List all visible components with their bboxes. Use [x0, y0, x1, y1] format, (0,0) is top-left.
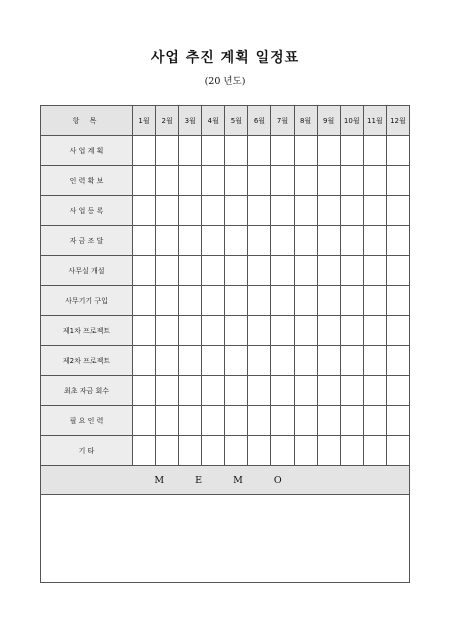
schedule-cell[interactable]	[225, 166, 248, 196]
schedule-cell[interactable]	[294, 136, 317, 166]
schedule-cell[interactable]	[386, 226, 409, 256]
schedule-cell[interactable]	[179, 346, 202, 376]
schedule-cell[interactable]	[179, 196, 202, 226]
schedule-cell[interactable]	[179, 256, 202, 286]
schedule-cell[interactable]	[248, 196, 271, 226]
schedule-cell[interactable]	[133, 136, 156, 166]
row-label: 인 력 확 보	[41, 166, 133, 196]
schedule-cell[interactable]	[133, 346, 156, 376]
schedule-cell[interactable]	[225, 346, 248, 376]
row-label: 사무실 개설	[41, 256, 133, 286]
row-label: 최초 자금 회수	[41, 376, 133, 406]
schedule-cell[interactable]	[363, 226, 386, 256]
schedule-cell[interactable]	[363, 406, 386, 436]
schedule-cell[interactable]	[363, 136, 386, 166]
schedule-cell[interactable]	[386, 196, 409, 226]
memo-section	[41, 466, 410, 583]
schedule-cell[interactable]	[271, 346, 294, 376]
schedule-cell[interactable]	[386, 346, 409, 376]
schedule-cell[interactable]	[294, 346, 317, 376]
schedule-cell[interactable]	[294, 376, 317, 406]
schedule-table	[40, 105, 410, 583]
schedule-cell[interactable]	[363, 316, 386, 346]
schedule-cell[interactable]	[133, 166, 156, 196]
schedule-cell[interactable]	[225, 196, 248, 226]
row-label: 사무기기 구입	[41, 286, 133, 316]
schedule-cell[interactable]	[363, 346, 386, 376]
schedule-cell[interactable]	[133, 406, 156, 436]
month-header: 3월	[179, 106, 202, 136]
schedule-cell[interactable]	[340, 316, 363, 346]
schedule-cell[interactable]	[133, 196, 156, 226]
schedule-cell[interactable]	[340, 406, 363, 436]
schedule-cell[interactable]	[202, 226, 225, 256]
schedule-row	[41, 136, 410, 166]
schedule-cell[interactable]	[248, 376, 271, 406]
schedule-cell[interactable]	[317, 196, 340, 226]
schedule-cell[interactable]	[179, 286, 202, 316]
schedule-cell[interactable]	[133, 436, 156, 466]
schedule-cell[interactable]	[294, 316, 317, 346]
schedule-cell[interactable]	[179, 376, 202, 406]
schedule-cell[interactable]	[156, 136, 179, 166]
schedule-cell[interactable]	[133, 256, 156, 286]
row-label: 제1차 프로젝트	[41, 316, 133, 346]
schedule-cell[interactable]	[271, 256, 294, 286]
schedule-cell[interactable]	[248, 286, 271, 316]
schedule-cell[interactable]	[156, 256, 179, 286]
schedule-cell[interactable]	[294, 406, 317, 436]
schedule-cell[interactable]	[340, 376, 363, 406]
schedule-cell[interactable]	[202, 346, 225, 376]
schedule-cell[interactable]	[294, 166, 317, 196]
month-header: 8월	[294, 106, 317, 136]
schedule-cell[interactable]	[317, 256, 340, 286]
header-row	[41, 106, 410, 136]
schedule-row	[41, 436, 410, 466]
month-header: 2월	[156, 106, 179, 136]
schedule-cell[interactable]	[317, 226, 340, 256]
schedule-cell[interactable]	[363, 436, 386, 466]
schedule-cell[interactable]	[271, 316, 294, 346]
schedule-cell[interactable]	[225, 286, 248, 316]
schedule-row	[41, 316, 410, 346]
schedule-cell[interactable]	[133, 226, 156, 256]
schedule-cell[interactable]	[294, 256, 317, 286]
schedule-cell[interactable]	[225, 256, 248, 286]
schedule-cell[interactable]	[225, 226, 248, 256]
schedule-cell[interactable]	[340, 256, 363, 286]
document-title: 사업 추진 계획 일정표	[150, 50, 300, 66]
schedule-cell[interactable]	[317, 406, 340, 436]
schedule-cell[interactable]	[248, 346, 271, 376]
row-label: 기 타	[41, 436, 133, 466]
schedule-row	[41, 346, 410, 376]
schedule-cell[interactable]	[271, 226, 294, 256]
schedule-table-body	[41, 136, 410, 466]
schedule-cell[interactable]	[202, 166, 225, 196]
schedule-cell[interactable]	[133, 376, 156, 406]
schedule-cell[interactable]	[340, 346, 363, 376]
schedule-cell[interactable]	[363, 256, 386, 286]
month-header: 11월	[363, 106, 386, 136]
schedule-cell[interactable]	[202, 136, 225, 166]
schedule-cell[interactable]	[133, 316, 156, 346]
schedule-cell[interactable]	[202, 406, 225, 436]
schedule-cell[interactable]	[179, 406, 202, 436]
schedule-cell[interactable]	[225, 316, 248, 346]
schedule-cell[interactable]	[248, 406, 271, 436]
memo-label: M E M O	[41, 466, 410, 495]
schedule-cell[interactable]	[317, 316, 340, 346]
row-label: 사 업 계 획	[41, 136, 133, 166]
memo-body-row	[41, 495, 410, 583]
schedule-cell[interactable]	[386, 256, 409, 286]
schedule-cell[interactable]	[179, 136, 202, 166]
schedule-cell[interactable]	[271, 406, 294, 436]
schedule-cell[interactable]	[179, 436, 202, 466]
schedule-cell[interactable]	[156, 286, 179, 316]
schedule-cell[interactable]	[340, 436, 363, 466]
schedule-cell[interactable]	[294, 196, 317, 226]
schedule-cell[interactable]	[294, 226, 317, 256]
schedule-cell[interactable]	[133, 286, 156, 316]
schedule-cell[interactable]	[202, 286, 225, 316]
schedule-cell[interactable]	[225, 406, 248, 436]
schedule-cell[interactable]	[248, 136, 271, 166]
schedule-cell[interactable]	[294, 436, 317, 466]
schedule-cell[interactable]	[202, 316, 225, 346]
schedule-row	[41, 196, 410, 226]
schedule-cell[interactable]	[363, 196, 386, 226]
schedule-cell[interactable]	[340, 166, 363, 196]
schedule-cell[interactable]	[317, 346, 340, 376]
schedule-cell[interactable]	[386, 136, 409, 166]
row-label: 사 업 등 록	[41, 196, 133, 226]
month-header: 1월	[133, 106, 156, 136]
schedule-cell[interactable]	[317, 436, 340, 466]
schedule-cell[interactable]	[271, 166, 294, 196]
schedule-cell[interactable]	[271, 436, 294, 466]
schedule-cell[interactable]	[294, 286, 317, 316]
schedule-cell[interactable]	[156, 226, 179, 256]
schedule-cell[interactable]	[156, 346, 179, 376]
item-column-header: 항 목	[41, 106, 133, 136]
month-header: 7월	[271, 106, 294, 136]
schedule-cell[interactable]	[179, 316, 202, 346]
schedule-cell[interactable]	[202, 376, 225, 406]
month-header: 6월	[248, 106, 271, 136]
schedule-cell[interactable]	[248, 226, 271, 256]
schedule-table-header	[41, 106, 410, 136]
schedule-cell[interactable]	[340, 286, 363, 316]
memo-area[interactable]	[41, 495, 410, 583]
schedule-cell[interactable]	[386, 406, 409, 436]
schedule-row	[41, 166, 410, 196]
schedule-cell[interactable]	[225, 136, 248, 166]
schedule-cell[interactable]	[317, 166, 340, 196]
schedule-cell[interactable]	[363, 286, 386, 316]
schedule-cell[interactable]	[202, 256, 225, 286]
schedule-cell[interactable]	[271, 196, 294, 226]
schedule-cell[interactable]	[156, 196, 179, 226]
month-header: 4월	[202, 106, 225, 136]
schedule-cell[interactable]	[156, 316, 179, 346]
month-header: 10월	[340, 106, 363, 136]
schedule-cell[interactable]	[386, 166, 409, 196]
schedule-cell[interactable]	[317, 136, 340, 166]
schedule-cell[interactable]	[386, 286, 409, 316]
schedule-cell[interactable]	[386, 436, 409, 466]
schedule-cell[interactable]	[271, 136, 294, 166]
schedule-cell[interactable]	[271, 376, 294, 406]
month-header: 12월	[386, 106, 409, 136]
schedule-cell[interactable]	[363, 166, 386, 196]
schedule-cell[interactable]	[156, 166, 179, 196]
row-label: 필 요 인 력	[41, 406, 133, 436]
schedule-cell[interactable]	[156, 376, 179, 406]
schedule-cell[interactable]	[225, 436, 248, 466]
schedule-row	[41, 226, 410, 256]
month-header: 9월	[317, 106, 340, 136]
row-label: 자 금 조 달	[41, 226, 133, 256]
schedule-cell[interactable]	[156, 406, 179, 436]
schedule-cell[interactable]	[340, 136, 363, 166]
schedule-row	[41, 406, 410, 436]
schedule-cell[interactable]	[317, 376, 340, 406]
schedule-cell[interactable]	[248, 166, 271, 196]
schedule-cell[interactable]	[340, 226, 363, 256]
schedule-cell[interactable]	[202, 436, 225, 466]
row-label: 제2차 프로젝트	[41, 346, 133, 376]
schedule-row	[41, 376, 410, 406]
memo-header-row	[41, 466, 410, 495]
schedule-cell[interactable]	[386, 376, 409, 406]
schedule-cell[interactable]	[156, 436, 179, 466]
schedule-row	[41, 286, 410, 316]
schedule-cell[interactable]	[179, 166, 202, 196]
schedule-cell[interactable]	[317, 286, 340, 316]
schedule-cell[interactable]	[248, 436, 271, 466]
schedule-cell[interactable]	[340, 196, 363, 226]
schedule-row	[41, 256, 410, 286]
schedule-cell[interactable]	[248, 316, 271, 346]
schedule-cell[interactable]	[202, 196, 225, 226]
schedule-cell[interactable]	[225, 376, 248, 406]
schedule-cell[interactable]	[363, 376, 386, 406]
schedule-cell[interactable]	[271, 286, 294, 316]
schedule-cell[interactable]	[386, 316, 409, 346]
schedule-cell[interactable]	[179, 226, 202, 256]
month-header: 5월	[225, 106, 248, 136]
document-subtitle-year: (20 년도)	[204, 76, 246, 87]
schedule-cell[interactable]	[248, 256, 271, 286]
